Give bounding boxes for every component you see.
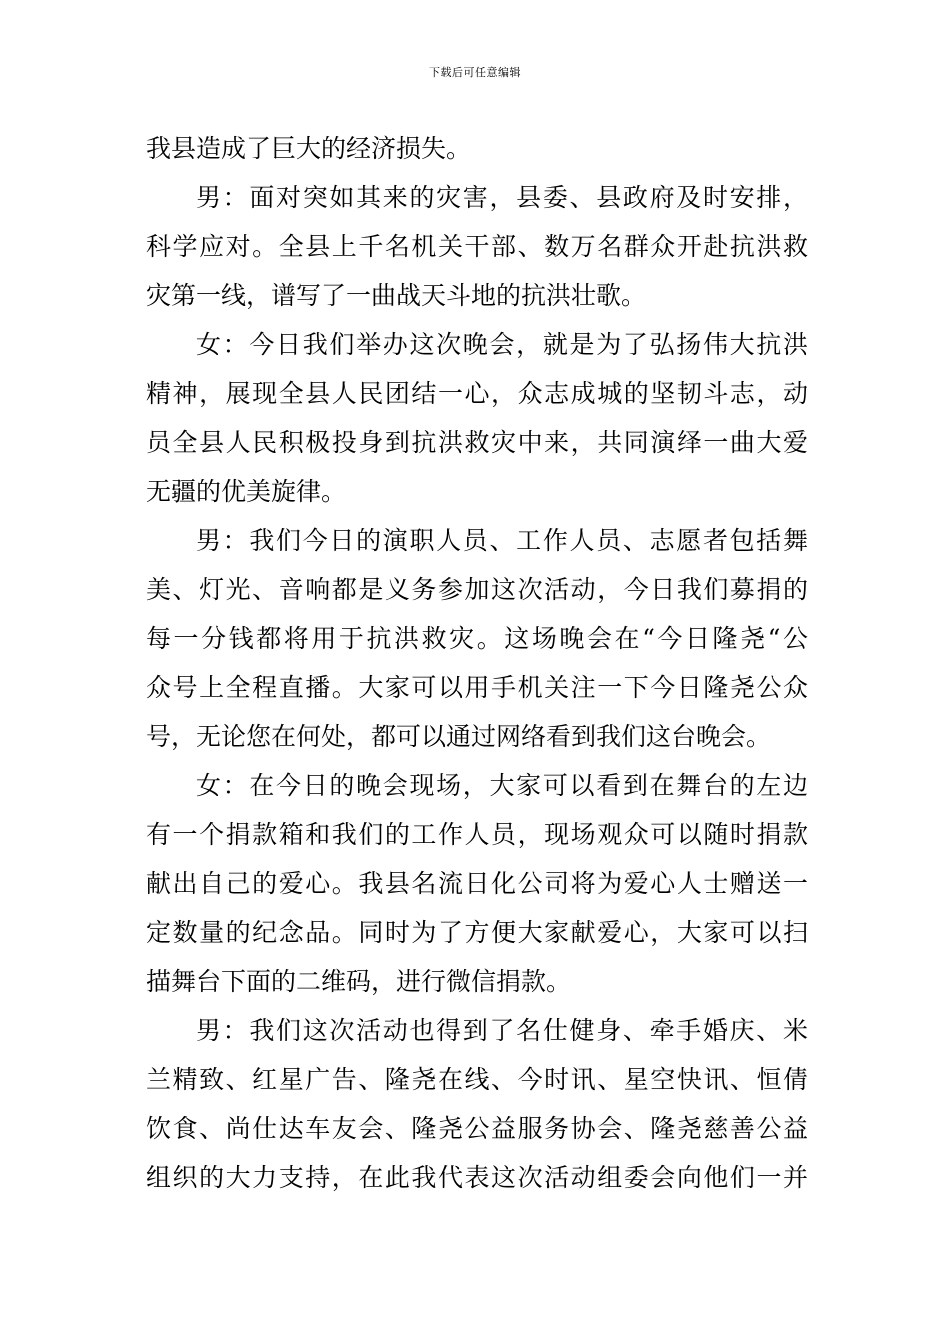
text-line: 号，无论您在何处，都可以通过网络看到我们这台晚会。: [146, 722, 772, 751]
text-line: 饮食、尚仕达车友会、隆尧公益服务协会、隆尧慈善公益: [146, 1114, 808, 1143]
text-line: 我县造成了巨大的经济损失。: [146, 134, 472, 163]
text-line: 每一分钱都将用于抗洪救灾。这场晚会在“今日隆尧“公: [146, 624, 808, 653]
text-line: 科学应对。全县上千名机关干部、数万名群众开赴抗洪救: [146, 232, 808, 261]
text-line: 定数量的纪念品。同时为了方便大家献爱心，大家可以扫: [146, 918, 808, 947]
text-line: 美、灯光、音响都是义务参加这次活动，今日我们募捐的: [146, 575, 808, 604]
text-line: 女：今日我们举办这次晚会，就是为了弘扬伟大抗洪: [196, 330, 808, 359]
paragraph: [146, 124, 808, 173]
text-line: 男：面对突如其来的灾害，县委、县政府及时安排，: [196, 183, 808, 212]
text-line: 男：我们这次活动也得到了名仕健身、牵手婚庆、米: [196, 1016, 808, 1045]
text-line: 描舞台下面的二维码，进行微信捐款。: [146, 967, 572, 996]
paragraph: [146, 320, 808, 516]
text-line: 有一个捐款箱和我们的工作人员，现场观众可以随时捐款: [146, 820, 808, 849]
text-line: 组织的大力支持，在此我代表这次活动组委会向他们一并: [146, 1163, 808, 1192]
page-header-note: 下载后可任意编辑: [429, 66, 521, 79]
paragraph: [146, 173, 808, 320]
document-body: [146, 124, 808, 1202]
text-line: 众号上全程直播。大家可以用手机关注一下今日隆尧公众: [146, 673, 808, 702]
text-line: 精神，展现全县人民团结一心，众志成城的坚韧斗志，动: [146, 379, 808, 408]
paragraph: [146, 761, 808, 1006]
text-line: 员全县人民积极投身到抗洪救灾中来，共同演绎一曲大爱: [146, 428, 808, 457]
text-line: 灾第一线，谱写了一曲战天斗地的抗洪壮歌。: [146, 281, 647, 310]
text-line: 男：我们今日的演职人员、工作人员、志愿者包括舞: [196, 526, 808, 555]
text-line: 无疆的优美旋律。: [146, 477, 347, 506]
text-line: 献出自己的爱心。我县名流日化公司将为爱心人士赠送一: [146, 869, 808, 898]
paragraph: [146, 1006, 808, 1202]
text-line: 兰精致、红星广告、隆尧在线、今时讯、星空快讯、恒倩: [146, 1065, 808, 1094]
paragraph: [146, 516, 808, 761]
text-line: 女：在今日的晚会现场，大家可以看到在舞台的左边: [196, 771, 808, 800]
